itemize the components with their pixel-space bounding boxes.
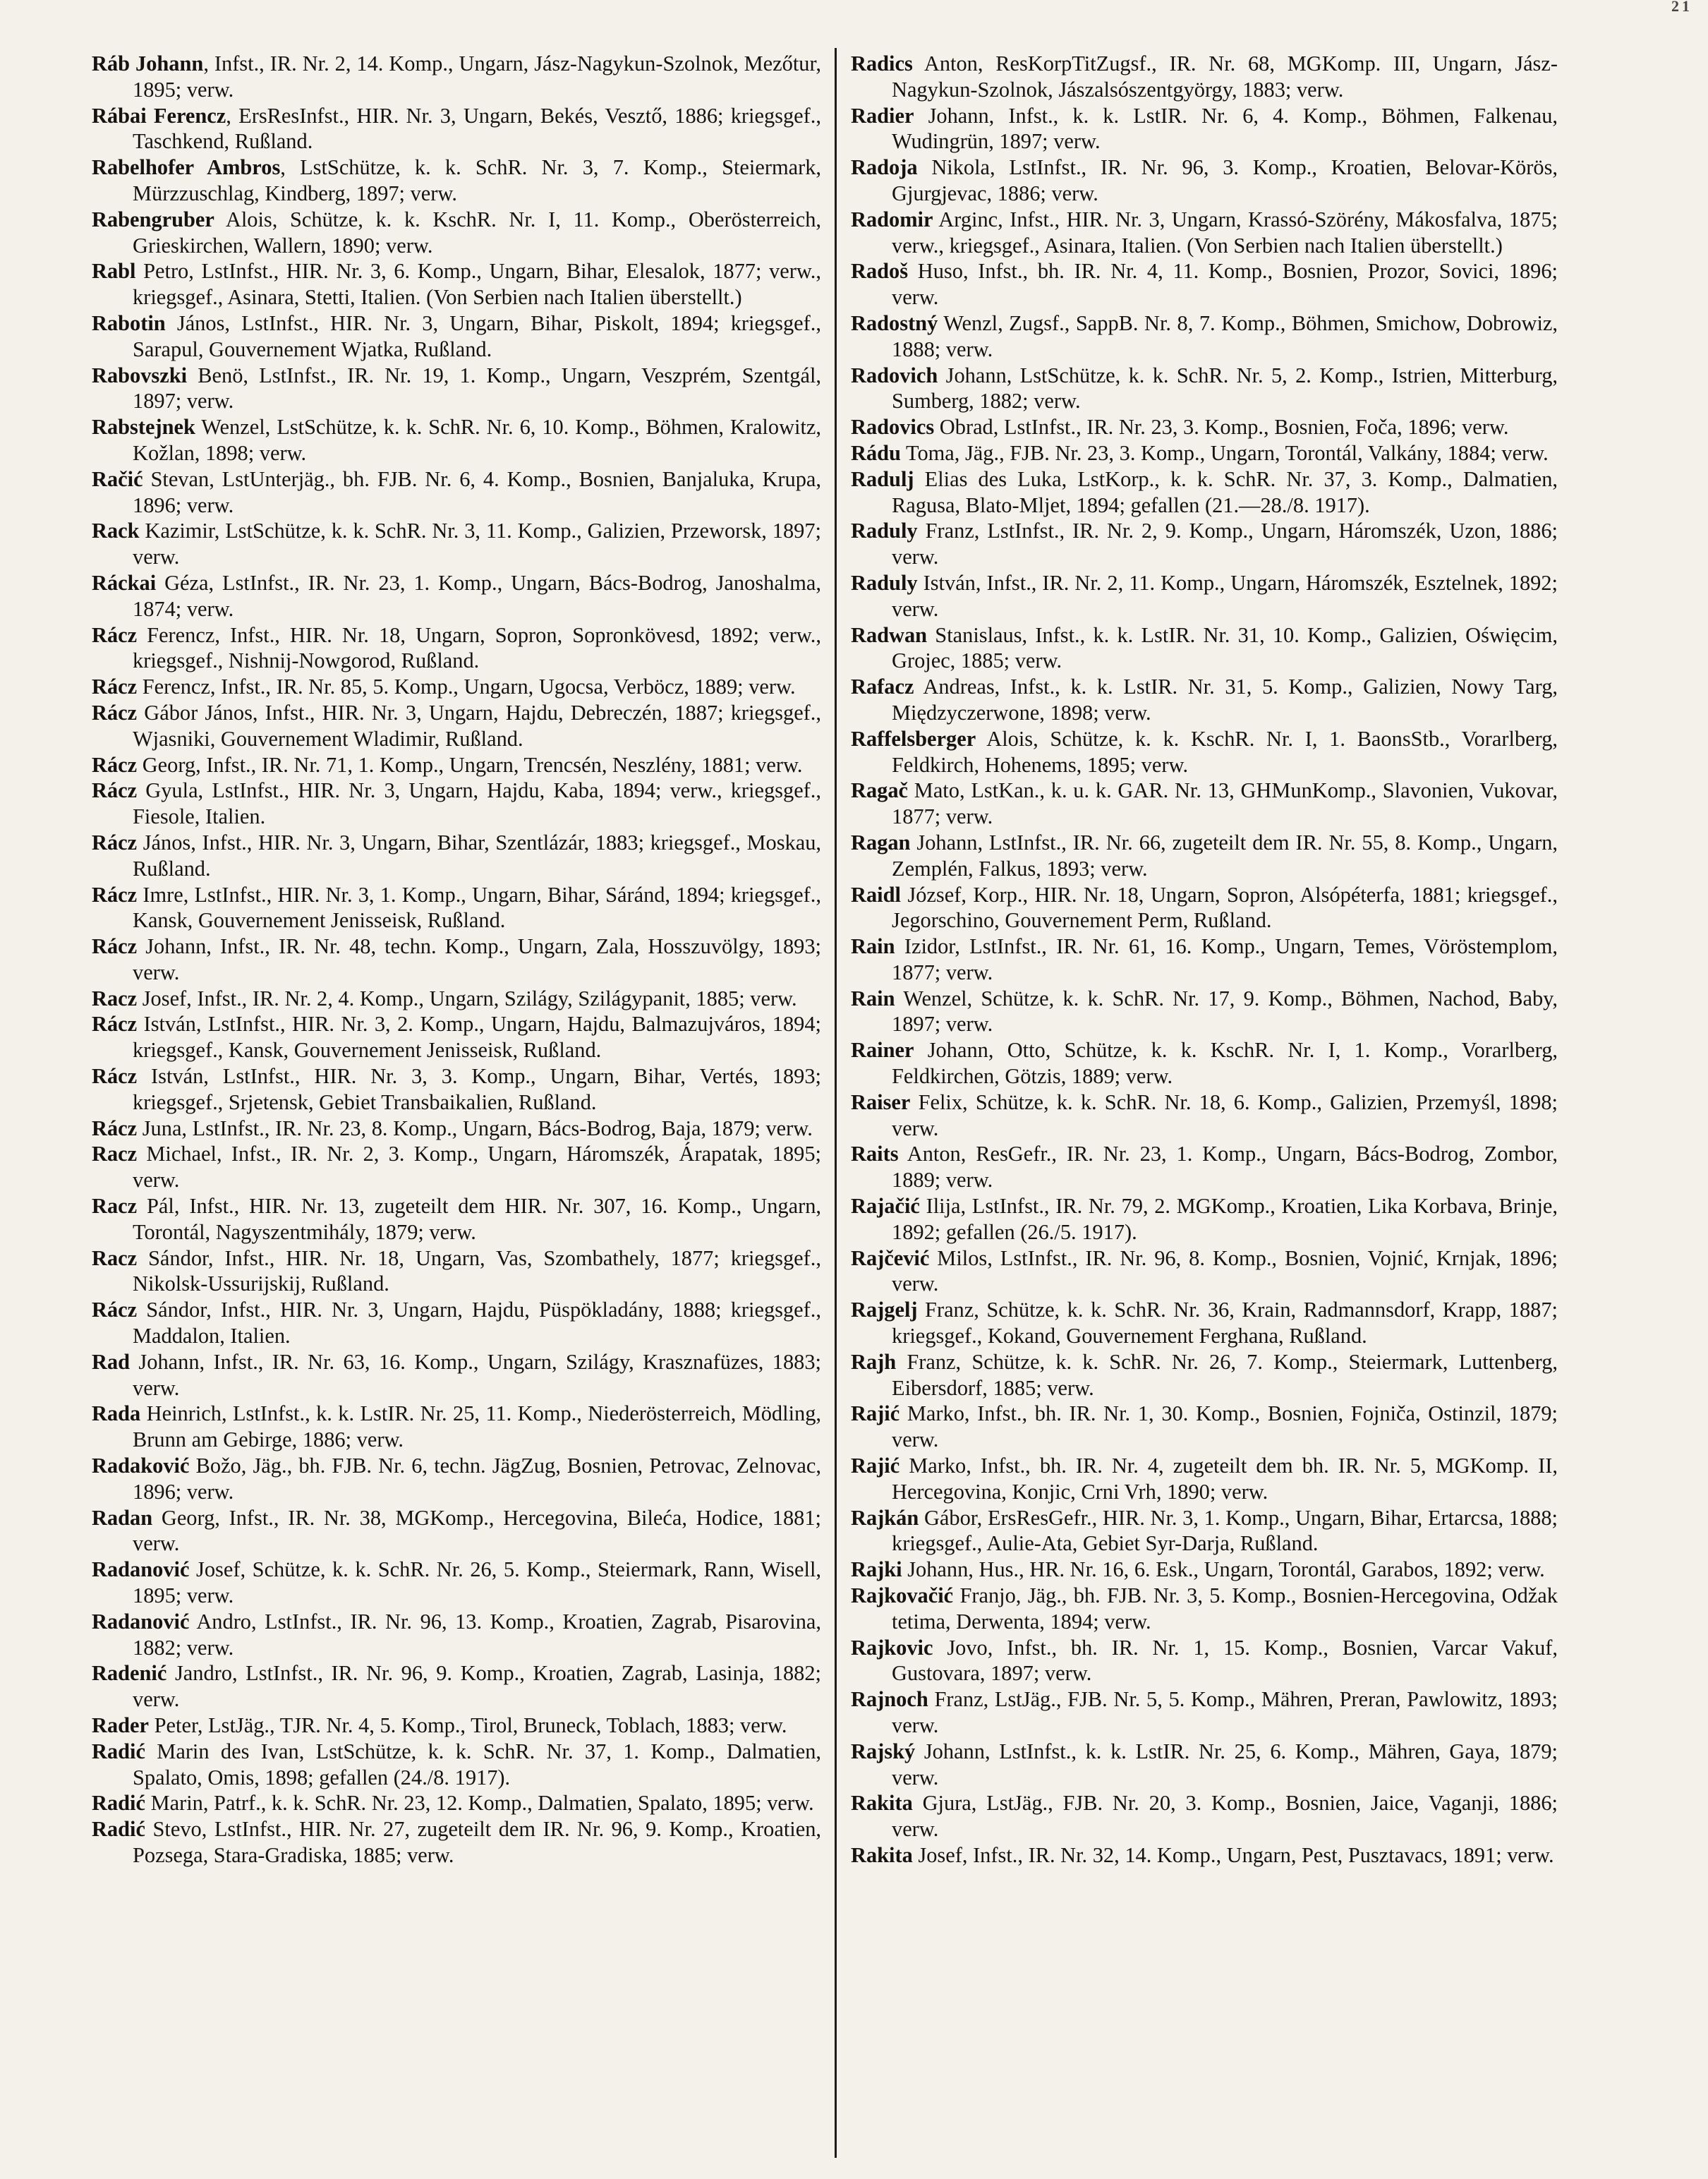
entry-surname: Raduly: [851, 519, 918, 543]
list-item: [92, 1739, 821, 1791]
list-item: [851, 1401, 1558, 1453]
entry-surname: Radić: [92, 1791, 145, 1816]
list-item: [851, 778, 1558, 830]
entry-details: Josef, Infst., IR. Nr. 32, 14. Komp., Ungarn, Pest, Pusztavacs, 1891; verw.: [912, 1842, 1554, 1867]
list-item: [851, 155, 1558, 207]
entry-details: Géza, LstInfst., IR. Nr. 23, 1. Komp., Ungarn, Bács-Bodrog, Janoshalma, 1874; verw.: [133, 570, 821, 621]
entry-details: Johann, Otto, Schütze, k. k. KschR. Nr. I, 1. Komp., Vorarlberg, Feldkirchen, Götzis, 1889; verw.: [892, 1038, 1558, 1089]
list-item: [92, 986, 821, 1012]
entry-surname: Radwan: [851, 622, 928, 647]
list-item: [851, 363, 1558, 415]
list-item: [92, 1011, 821, 1063]
list-item: [92, 570, 821, 622]
entry-surname: Rácz: [92, 1012, 138, 1037]
entry-details: Ilija, LstInfst., IR. Nr. 79, 2. MGKomp., Kroatien, Lika Korbava, Brinje, 1892; gefallen (26./5. 1917).: [892, 1194, 1558, 1244]
entry-details: Johann, LstInfst., IR. Nr. 66, zugeteilt dem IR. Nr. 55, 8. Komp., Ungarn, Zemplén, Falkus, 1893; verw.: [892, 830, 1558, 881]
list-item: [92, 934, 821, 986]
entry-details: Izidor, LstInfst., IR. Nr. 61, 16. Komp., Ungarn, Temes, Vöröstemplom, 1877; verw.: [892, 934, 1558, 984]
list-item: [92, 752, 821, 778]
entry-details: Jandro, LstInfst., IR. Nr. 96, 9. Komp., Kroatien, Zagrab, Lasinja, 1882; verw.: [133, 1661, 821, 1712]
entry-surname: Rácz: [92, 934, 138, 959]
list-item: [851, 1453, 1558, 1505]
entry-surname: Radics: [851, 52, 913, 76]
entry-surname: Rain: [851, 986, 895, 1010]
entry-details: Alois, Schütze, k. k. KschR. Nr. I, 11. Komp., Oberösterreich, Grieskirchen, Wallern, 1890; verw.: [133, 207, 821, 258]
list-item: [851, 622, 1558, 675]
list-item: [92, 1116, 821, 1142]
right-column: [851, 51, 1558, 1869]
entry-surname: Rajský: [851, 1739, 916, 1763]
entry-surname: Radoš: [851, 259, 909, 284]
list-item: [92, 310, 821, 363]
entry-details: Josef, Schütze, k. k. SchR. Nr. 26, 5. Komp., Steiermark, Rann, Wisell, 1895; verw.: [133, 1557, 821, 1608]
entry-surname: Radovich: [851, 363, 938, 387]
entry-details: János, LstInfst., HIR. Nr. 3, Ungarn, Bihar, Piskolt, 1894; kriegsgef., Sarapul, Gouvernement Wjatka, Rußland.: [133, 310, 821, 361]
list-item: [92, 622, 821, 675]
entry-surname: Rainer: [851, 1038, 914, 1063]
entry-surname: Rabotin: [92, 310, 166, 335]
entry-surname: Rajačić: [851, 1194, 920, 1219]
entry-details: Gyula, LstInfst., HIR. Nr. 3, Ungarn, Hajdu, Kaba, 1894; verw., kriegsgef., Fiesole, Italien.: [133, 778, 821, 829]
entry-details: Stevan, LstUnterjäg., bh. FJB. Nr. 6, 4. Komp., Bosnien, Banjaluka, Krupa, 1896; verw.: [133, 466, 821, 517]
entry-details: Mato, LstKan., k. u. k. GAR. Nr. 13, GHMunKomp., Slavonien, Vukovar, 1877; verw.: [892, 778, 1558, 829]
entry-surname: Radanović: [92, 1557, 190, 1582]
list-item: [92, 778, 821, 830]
entry-details: Ferencz, Infst., IR. Nr. 85, 5. Komp., Ungarn, Ugocsa, Verböcz, 1889; verw.: [137, 675, 796, 699]
list-item: [851, 1505, 1558, 1557]
entry-surname: Racz: [92, 1194, 138, 1219]
entry-surname: Rafacz: [851, 675, 914, 699]
entry-surname: Radomir: [851, 207, 933, 231]
entry-details: Jovo, Infst., bh. IR. Nr. 1, 15. Komp., Bosnien, Varcar Vakuf, Gustovara, 1897; verw.: [892, 1635, 1558, 1686]
entry-details: Franz, Schütze, k. k. SchR. Nr. 36, Krain, Radmannsdorf, Krapp, 1887; kriegsgef., Kokand, Gouvernement Ferghana, Rußland.: [892, 1298, 1558, 1348]
list-item: [92, 363, 821, 415]
list-item: [851, 258, 1558, 310]
entry-details: Toma, Jäg., FJB. Nr. 23, 3. Komp., Ungarn, Torontál, Valkány, 1884; verw.: [900, 440, 1549, 465]
entry-details: Franz, Schütze, k. k. SchR. Nr. 26, 7. Komp., Steiermark, Luttenberg, Eibersdorf, 1885; verw.: [892, 1349, 1558, 1400]
entry-surname: Radenić: [92, 1661, 167, 1686]
entry-surname: Rakita: [851, 1842, 913, 1867]
entry-surname: Radoja: [851, 155, 918, 180]
entry-details: Anton, ResKorpTitZugsf., IR. Nr. 68, MGKomp. III, Ungarn, Jász-Nagykun-Szolnok, Jászalsószentgyörgy, 1883; verw.: [892, 52, 1558, 102]
list-item: [851, 207, 1558, 259]
entry-surname: Rabengruber: [92, 207, 214, 231]
entry-surname: Racz: [92, 986, 138, 1010]
entry-surname: Ragan: [851, 830, 911, 855]
entry-details: Petro, LstInfst., HIR. Nr. 3, 6. Komp., Ungarn, Bihar, Elesalok, 1877; verw., kriegsgef., Asinara, Stetti, Italien. (Von Serbien nach Italien überstellt.): [133, 259, 821, 310]
list-item: [92, 414, 821, 466]
entry-surname: Rajkán: [851, 1505, 919, 1530]
entry-surname: Rabelhofer Ambros: [92, 155, 281, 180]
entry-surname: Rajić: [851, 1401, 900, 1426]
entry-details: Heinrich, LstInfst., k. k. LstIR. Nr. 25, 11. Komp., Niederösterreich, Mödling, Brunn am Gebirge, 1886; verw.: [133, 1401, 821, 1452]
entry-details: István, LstInfst., HIR. Nr. 3, 2. Komp., Ungarn, Hajdu, Balmazujváros, 1894; kriegsgef., Kansk, Gouvernement Jenisseisk, Rußland.: [133, 1012, 821, 1063]
entry-surname: Rajić: [851, 1454, 900, 1478]
entry-details: Gábor János, Infst., HIR. Nr. 3, Ungarn, Hajdu, Debreczén, 1887; kriegsgef., Wjasniki, Gouvernement Wladimir, Rußland.: [133, 700, 821, 751]
list-item: [851, 51, 1558, 103]
entry-surname: Rácz: [92, 622, 138, 647]
entry-details: Božo, Jäg., bh. FJB. Nr. 6, techn. JägZug, Bosnien, Petrovac, Zelnovac, 1896; verw.: [133, 1454, 821, 1504]
entry-details: Ferencz, Infst., HIR. Nr. 18, Ungarn, Sopron, Sopronkövesd, 1892; verw., kriegsgef., Nishnij-Nowgorod, Rußland.: [133, 622, 821, 673]
list-item: [851, 570, 1558, 622]
entry-details: Johann, Infst., IR. Nr. 48, techn. Komp., Ungarn, Zala, Hosszuvölgy, 1893; verw.: [133, 934, 821, 984]
entry-details: Benö, LstInfst., IR. Nr. 19, 1. Komp., Ungarn, Veszprém, Szentgál, 1897; verw.: [133, 363, 821, 414]
list-item: [92, 155, 821, 207]
list-item: [92, 1609, 821, 1661]
entry-details: Andro, LstInfst., IR. Nr. 96, 13. Komp., Kroatien, Zagrab, Pisarovina, 1882; verw.: [133, 1609, 821, 1660]
entry-details: Georg, Infst., IR. Nr. 38, MGKomp., Hercegovina, Bileća, Hodice, 1881; verw.: [133, 1505, 821, 1556]
entry-surname: Radier: [851, 103, 914, 128]
entry-details: Gjura, LstJäg., FJB. Nr. 20, 3. Komp., Bosnien, Jaice, Vaganji, 1886; verw.: [892, 1791, 1558, 1842]
entry-details: Franz, LstInfst., IR. Nr. 2, 9. Komp., Ungarn, Háromszék, Uzon, 1886; verw.: [892, 519, 1558, 569]
entry-surname: Rácz: [92, 830, 138, 855]
entry-surname: Rajkovačić: [851, 1583, 954, 1608]
list-item: [851, 1090, 1558, 1142]
entry-details: Johann, LstSchütze, k. k. SchR. Nr. 5, 2. Komp., Istrien, Mitterburg, Sumberg, 1882; verw.: [892, 363, 1558, 414]
entry-details: Andreas, Infst., k. k. LstIR. Nr. 31, 5. Komp., Galizien, Nowy Targ, Międzyczerwone, 1898; verw.: [892, 675, 1558, 725]
entry-details: Johann, Infst., k. k. LstIR. Nr. 6, 4. Komp., Böhmen, Falkenau, Wudingrün, 1897; verw.: [892, 103, 1558, 154]
entry-details: Pál, Infst., HIR. Nr. 13, zugeteilt dem HIR. Nr. 307, 16. Komp., Ungarn, Torontál, Nagyszentmihály, 1879; verw.: [133, 1194, 821, 1244]
entry-details: Nikola, LstInfst., IR. Nr. 96, 3. Komp., Kroatien, Belovar-Körös, Gjurgjevac, 1886; verw.: [892, 155, 1558, 205]
list-item: [851, 518, 1558, 570]
entry-surname: Rajnoch: [851, 1687, 928, 1712]
entry-surname: Raidl: [851, 882, 901, 907]
list-item: [851, 1297, 1558, 1349]
entry-surname: Rácz: [92, 752, 138, 777]
list-item: [851, 1635, 1558, 1687]
entry-details: Franz, LstJäg., FJB. Nr. 5, 5. Komp., Mähren, Preran, Pawlowitz, 1893; verw.: [892, 1687, 1558, 1737]
entry-surname: Racz: [92, 1245, 138, 1270]
list-item: [851, 726, 1558, 778]
entry-details: Juna, LstInfst., IR. Nr. 23, 8. Komp., Ungarn, Bács-Bodrog, Baja, 1879; verw.: [137, 1116, 813, 1140]
list-item: [851, 1739, 1558, 1791]
list-item: [851, 882, 1558, 934]
entry-details: Alois, Schütze, k. k. KschR. Nr. I, 1. BaonsStb., Vorarlberg, Feldkirch, Hohenems, 1895; verw.: [892, 726, 1558, 777]
entry-details: Wenzel, Schütze, k. k. SchR. Nr. 17, 9. Komp., Böhmen, Nachod, Baby, 1897; verw.: [892, 986, 1558, 1037]
entry-surname: Raits: [851, 1142, 899, 1166]
entry-details: Stevo, LstInfst., HIR. Nr. 27, zugeteilt dem IR. Nr. 96, 9. Komp., Kroatien, Pozsega, Stara-Gradiska, 1885; verw.: [133, 1817, 821, 1867]
entry-details: Marin des Ivan, LstSchütze, k. k. SchR. Nr. 37, 1. Komp., Dalmatien, Spalato, Omis, 1898; gefallen (24./8. 1917).: [133, 1739, 821, 1789]
entry-surname: Rajh: [851, 1349, 897, 1374]
list-item: [851, 1037, 1558, 1090]
entry-details: , Infst., IR. Nr. 2, 14. Komp., Ungarn, Jász-Nagykun-Szolnok, Mezőtur, 1895; verw.: [133, 52, 821, 102]
entry-details: Stanislaus, Infst., k. k. LstIR. Nr. 31, 10. Komp., Galizien, Oświęcim, Grojec, 1885; verw.: [892, 622, 1558, 673]
entry-details: Gábor, ErsResGefr., HIR. Nr. 3, 1. Komp., Ungarn, Bihar, Ertarcsa, 1888; kriegsgef., Aulie-Ata, Gebiet Syr-Darja, Rußland.: [892, 1505, 1558, 1556]
entry-details: Kazimir, LstSchütze, k. k. SchR. Nr. 3, 11. Komp., Galizien, Przeworsk, 1897; verw.: [133, 519, 821, 569]
list-item: [851, 1193, 1558, 1245]
list-item: [851, 1686, 1558, 1739]
left-column: [92, 51, 821, 1869]
list-item: [92, 1713, 821, 1739]
entry-details: Marko, Infst., bh. IR. Nr. 1, 30. Komp., Bosnien, Fojniča, Ostinzil, 1879; verw.: [892, 1401, 1558, 1452]
entry-surname: Rajčević: [851, 1245, 930, 1270]
entry-surname: Rabstejnek: [92, 415, 195, 440]
list-item: [92, 1141, 821, 1193]
entry-details: Arginc, Infst., HIR. Nr. 3, Ungarn, Krassó-Szörény, Mákosfalva, 1875; verw., kriegsgef., Asinara, Italien. (Von Serbien nach Italien überstellt.): [892, 207, 1558, 258]
entry-details: Johann, Infst., IR. Nr. 63, 16. Komp., Ungarn, Szilágy, Krasznafüzes, 1883; verw.: [130, 1349, 821, 1400]
list-item: [92, 830, 821, 882]
entry-surname: Radostný: [851, 310, 938, 335]
entry-details: János, Infst., HIR. Nr. 3, Ungarn, Bihar, Szentlázár, 1883; kriegsgef., Moskau, Rußland.: [133, 830, 821, 881]
list-item: [851, 414, 1558, 440]
page-marker: 21: [1671, 0, 1692, 15]
entry-surname: Raffelsberger: [851, 726, 976, 751]
entry-details: Peter, LstJäg., TJR. Nr. 4, 5. Komp., Tirol, Bruneck, Toblach, 1883; verw.: [149, 1713, 787, 1737]
entry-surname: Rácz: [92, 1298, 138, 1322]
list-item: [851, 1141, 1558, 1193]
entry-details: Johann, Hus., HR. Nr. 16, 6. Esk., Ungarn, Torontál, Garabos, 1892; verw.: [902, 1557, 1545, 1582]
list-item: [851, 466, 1558, 519]
entry-details: , ErsResInfst., HIR. Nr. 3, Ungarn, Bekés, Vesztő, 1886; kriegsgef., Taschkend, Rußland.: [133, 103, 821, 154]
entry-surname: Rácz: [92, 1064, 138, 1089]
entry-details: , LstSchütze, k. k. SchR. Nr. 3, 7. Komp., Steiermark, Mürzzuschlag, Kindberg, 1897; verw.: [133, 155, 822, 205]
entry-surname: Radić: [92, 1739, 145, 1763]
entry-surname: Rácz: [92, 675, 138, 699]
list-item: [92, 1297, 821, 1349]
entry-surname: Radaković: [92, 1454, 190, 1478]
entry-details: Franjo, Jäg., bh. FJB. Nr. 3, 5. Komp., Bosnien-Hercegovina, Odžak tetima, Derwenta, 1894; verw.: [892, 1583, 1558, 1634]
list-item: [851, 310, 1558, 363]
entry-surname: Radanović: [92, 1609, 190, 1634]
entry-surname: Rakita: [851, 1791, 913, 1816]
entry-surname: Rajgelj: [851, 1298, 918, 1322]
entry-details: Sándor, Infst., HIR. Nr. 3, Ungarn, Hajdu, Püspökladány, 1888; kriegsgef., Maddalon, Italien.: [133, 1298, 821, 1348]
entry-surname: Rajki: [851, 1557, 902, 1582]
entry-details: Sándor, Infst., HIR. Nr. 18, Ungarn, Vas, Szombathely, 1877; kriegsgef., Nikolsk-Ussurijskij, Rußland.: [133, 1245, 821, 1296]
entry-surname: Radulj: [851, 466, 914, 491]
entry-surname: Rack: [92, 519, 140, 543]
list-item: [92, 882, 821, 934]
list-item: [851, 830, 1558, 882]
list-item: [92, 1193, 821, 1245]
list-item: [92, 1349, 821, 1401]
list-item: [851, 986, 1558, 1038]
list-item: [851, 674, 1558, 726]
list-item: [92, 1401, 821, 1453]
entry-surname: Radovics: [851, 415, 935, 440]
entry-details: Michael, Infst., IR. Nr. 2, 3. Komp., Ungarn, Háromszék, Árapatak, 1895; verw.: [133, 1142, 821, 1193]
list-item: [851, 440, 1558, 466]
entry-details: Felix, Schütze, k. k. SchR. Nr. 18, 6. Komp., Galizien, Przemyśl, 1898; verw.: [892, 1090, 1558, 1140]
list-item: [92, 1453, 821, 1505]
entry-surname: Radan: [92, 1505, 153, 1530]
entry-details: Obrad, LstInfst., IR. Nr. 23, 3. Komp., Bosnien, Foča, 1896; verw.: [934, 415, 1509, 440]
entry-surname: Rácz: [92, 1116, 138, 1140]
entry-details: Elias des Luka, LstKorp., k. k. SchR. Nr. 37, 3. Komp., Dalmatien, Ragusa, Blato-Mljet, 1894; gefallen (21.—28./8. 1917).: [892, 466, 1558, 517]
entry-surname: Rácz: [92, 700, 138, 725]
entry-details: Johann, LstInfst., k. k. LstIR. Nr. 25, 6. Komp., Mähren, Gaya, 1879; verw.: [892, 1739, 1558, 1789]
entry-details: Imre, LstInfst., HIR. Nr. 3, 1. Komp., Ungarn, Bihar, Sáránd, 1894; kriegsgef., Kansk, Gouvernement Jenisseisk, Rußland.: [133, 882, 821, 933]
entry-surname: Raiser: [851, 1090, 911, 1114]
list-item: [851, 1557, 1558, 1583]
list-item: [851, 1245, 1558, 1298]
entry-surname: Raduly: [851, 570, 918, 595]
column-divider: [835, 48, 837, 2158]
list-item: [92, 1505, 821, 1557]
entry-details: Marko, Infst., bh. IR. Nr. 4, zugeteilt dem bh. IR. Nr. 5, MGKomp. II, Hercegovina, Konjic, Crni Vrh, 1890; verw.: [892, 1454, 1558, 1504]
entry-surname: Rábai Ferencz: [92, 103, 226, 128]
entry-surname: Rad: [92, 1349, 131, 1374]
entry-surname: Rabl: [92, 259, 136, 284]
entry-details: Milos, LstInfst., IR. Nr. 96, 8. Komp., Bosnien, Vojnić, Krnjak, 1896; verw.: [892, 1245, 1558, 1296]
entry-details: István, LstInfst., HIR. Nr. 3, 3. Komp., Ungarn, Bihar, Vertés, 1893; kriegsgef., Srjetensk, Gebiet Transbaikalien, Rußland.: [133, 1064, 821, 1114]
entry-surname: Ráckai: [92, 570, 157, 595]
entry-surname: Rádu: [851, 440, 901, 465]
entry-details: Huso, Infst., bh. IR. Nr. 4, 11. Komp., Bosnien, Prozor, Sovici, 1896; verw.: [892, 259, 1558, 310]
list-item: [851, 1583, 1558, 1635]
entry-details: István, Infst., IR. Nr. 2, 11. Komp., Ungarn, Háromszék, Esztelnek, 1892; verw.: [892, 570, 1558, 621]
entry-surname: Rader: [92, 1713, 150, 1737]
entry-details: Wenzl, Zugsf., SappB. Nr. 8, 7. Komp., Böhmen, Smichow, Dobrowiz, 1888; verw.: [892, 310, 1558, 361]
list-item: [92, 1557, 821, 1609]
entry-surname: Rada: [92, 1401, 141, 1426]
list-item: [851, 934, 1558, 986]
list-item: [92, 1063, 821, 1116]
list-item: [851, 1790, 1558, 1842]
list-item: [92, 674, 821, 700]
list-item: [92, 466, 821, 519]
entry-surname: Rajkovic: [851, 1635, 933, 1660]
entry-details: József, Korp., HIR. Nr. 18, Ungarn, Sopron, Alsópéterfa, 1881; kriegsgef., Jegorschino, Gouvernement Perm, Rußland.: [892, 882, 1558, 933]
list-item: [92, 258, 821, 310]
entry-surname: Rabovszki: [92, 363, 188, 387]
entry-details: Josef, Infst., IR. Nr. 2, 4. Komp., Ungarn, Szilágy, Szilágypanit, 1885; verw.: [137, 986, 797, 1010]
list-item: [92, 103, 821, 155]
entry-surname: Račić: [92, 466, 143, 491]
entry-surname: Radić: [92, 1817, 145, 1842]
entry-surname: Rácz: [92, 882, 138, 907]
list-item: [92, 1660, 821, 1713]
entry-surname: Rácz: [92, 778, 138, 803]
list-item: [92, 518, 821, 570]
list-item: [92, 700, 821, 752]
list-item: [92, 1816, 821, 1869]
list-item: [92, 1790, 821, 1816]
list-item: [851, 1349, 1558, 1401]
list-item: [851, 1842, 1558, 1869]
list-item: [851, 103, 1558, 155]
list-item: [92, 51, 821, 103]
list-item: [92, 207, 821, 259]
entry-surname: Racz: [92, 1142, 138, 1166]
entry-details: Marin, Patrf., k. k. SchR. Nr. 23, 12. Komp., Dalmatien, Spalato, 1895; verw.: [145, 1791, 814, 1816]
entry-surname: Ragač: [851, 778, 909, 803]
entry-details: Anton, ResGefr., IR. Nr. 23, 1. Komp., Ungarn, Bács-Bodrog, Zombor, 1889; verw.: [892, 1142, 1558, 1193]
entry-details: Wenzel, LstSchütze, k. k. SchR. Nr. 6, 10. Komp., Böhmen, Kralowitz, Kožlan, 1898; verw.: [133, 415, 821, 465]
list-item: [92, 1245, 821, 1298]
entry-surname: Rain: [851, 934, 895, 959]
entry-details: Georg, Infst., IR. Nr. 71, 1. Komp., Ungarn, Trencsén, Neszlény, 1881; verw.: [137, 752, 803, 777]
entry-surname: Ráb Johann: [92, 52, 204, 76]
